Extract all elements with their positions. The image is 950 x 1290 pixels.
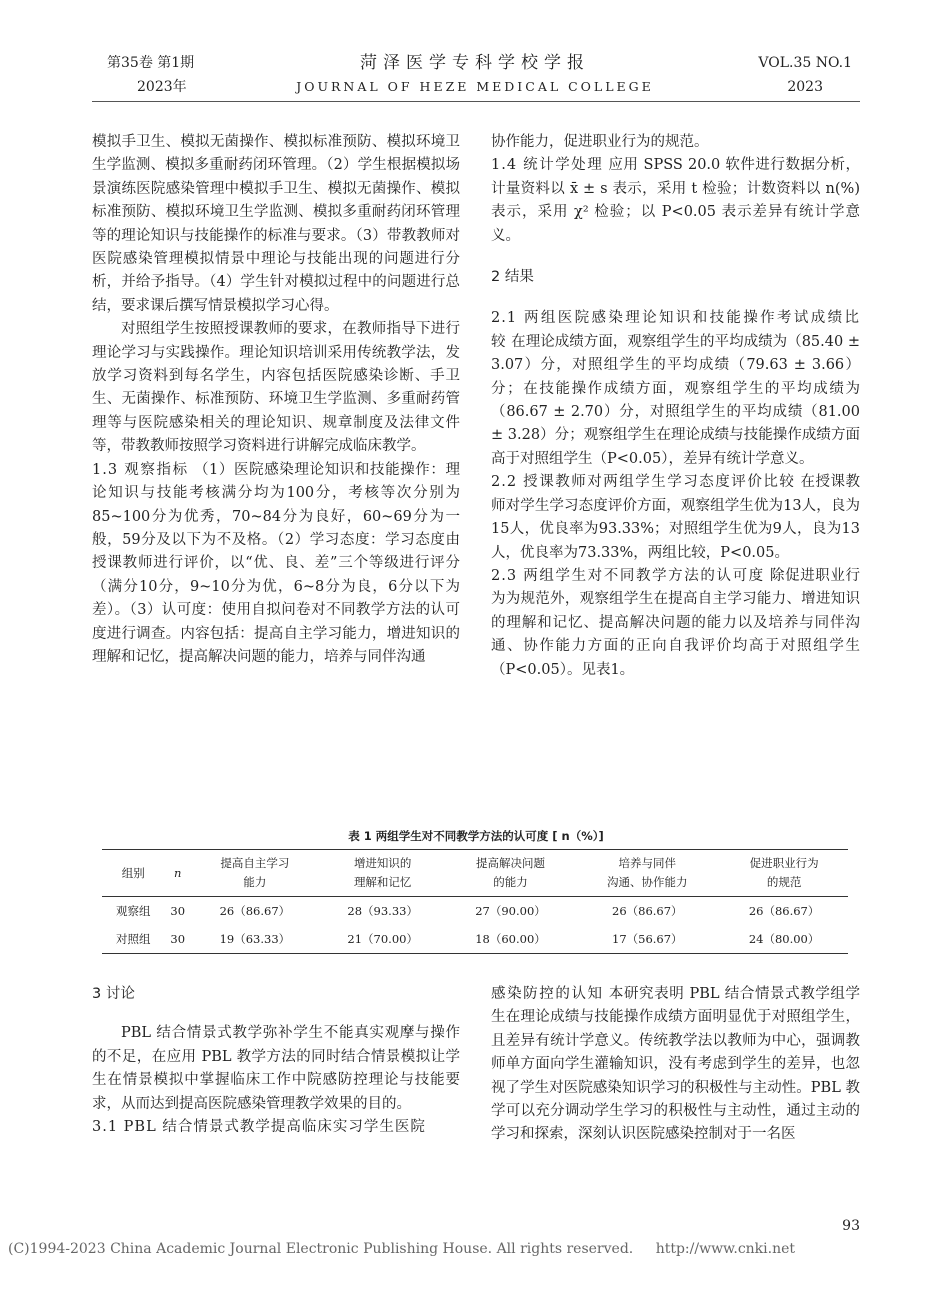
table-header-cell: n	[164, 850, 191, 897]
bottom-right-column	[491, 983, 860, 1147]
table-cell: 18（60.00）	[447, 925, 575, 954]
table-body	[102, 897, 848, 954]
paragraph: 2.3 两组学生对不同教学方法的认可度 除促进职业行为为规范外，观察组学生在提高自主学习能力、增进知识的理解和记忆、提高解决问题的能力以及培养与同伴沟通、协作能力方面的正向自我评价均高于对照组学生（P<0.05）。见表1。	[491, 567, 861, 678]
table-cell: 24（80.00）	[720, 925, 848, 954]
right-column	[491, 131, 860, 682]
paragraph: 2.2 授课教师对两组学生学习态度评价比较 在授课教师对学生学习态度评价方面，观察组学生优为13人，良为15人，优良率为93.33%；对照组学生优为9人，良为13人，优良率为73.33%，两组比较，P<0.05。	[491, 474, 861, 561]
section-heading: 2.1 两组医院感染理论知识和技能操作考试成绩比较	[491, 310, 860, 350]
paragraph: 1.3 观察指标 （1）医院感染理论知识和技能操作：理论知识与技能考核满分均为100分，考核等次分别为85~100分为优秀，70~84分为良好，60~69分为一般，59分及以下为不及格。（2）学习态度：学习态度由授课教师进行评价，以“优、良、差”三个等级进行评分（满分10分，9~10分为优，6~8分为良，6分以下为差）。（3）认可度：使用自拟问卷对不同教学方法的认可度进行调查。内容包括：提高自主学习能力，增进知识的理解和记忆，提高解决问题的能力，培养与同伴沟通	[92, 461, 460, 665]
data-table	[102, 849, 848, 954]
journal-title	[270, 51, 680, 99]
section-heading: 2.3 两组学生对不同教学方法的认可度	[491, 567, 765, 584]
table-header-cell: 增进知识的 理解和记忆	[319, 850, 447, 897]
left-column	[92, 131, 460, 669]
paragraph: 对照组学生按照授课教师的要求，在教师指导下进行理论学习与实践操作。理论知识培训采用传统教学法，发放学习资料到每名学生，内容包括医院感染诊断、手卫生、无菌操作、标准预防、环境卫生学监测、多重耐药管理等与医院感染相关的理论知识、规章制度及法律文件等，带教教师按照学习资料进行讲解完成临床教学。	[92, 321, 460, 455]
header-rule	[92, 101, 860, 102]
table-cell: 30	[170, 904, 186, 918]
table-cell: 26（86.67）	[219, 904, 291, 918]
section-heading: 2 结果	[491, 269, 534, 286]
bottom-left-column	[92, 983, 460, 1139]
section-heading: 3 讨论	[92, 986, 135, 1002]
paragraph: 协作能力，促进职业行为的规范。	[491, 134, 709, 150]
table-cell: 27（90.00）	[475, 904, 546, 918]
issue-year: 2023年	[137, 79, 187, 95]
paragraph: 1.4 统计学处理 应用 SPSS 20.0 软件进行数据分析，计量资料以 x̄ ± s 表示，采用 t 检验；计数资料以 n(%) 表示，采用 χ² 检验；以 P<0.05 表示差异有统计学意义。	[491, 157, 860, 244]
section-heading: 1.3 观察指标	[92, 461, 189, 478]
copyright-text: (C)1994-2023 China Academic Journal Electronic Publishing House. All rights reserved.	[8, 1241, 634, 1257]
table-cell: 对照组	[102, 925, 164, 954]
table-header-cell: 培养与同伴 沟通、协作能力	[574, 850, 720, 897]
table-cell: 26（86.67）	[748, 904, 820, 918]
paragraph: 模拟手卫生、模拟无菌操作、模拟标准预防、模拟环境卫生学监测、模拟多重耐药闭环管理。（2）学生根据模拟场景演练医院感染管理中模拟手卫生、模拟无菌操作、模拟标准预防、模拟环境卫生学监测、模拟多重耐药闭环管理等的理论知识与技能操作的标准与要求。（3）带教教师对医院感染管理模拟情景中理论与技能出现的问题进行分析，并给予指导。（4）学生针对模拟过程中的问题进行总结，要求课后撰写情景模拟学习心得。	[92, 134, 460, 314]
table-cell: 观察组	[115, 904, 151, 918]
table-cell: 28（93.33）	[347, 904, 418, 918]
table-cell: 30	[164, 925, 191, 954]
table-row	[102, 897, 848, 926]
paragraph: PBL 结合情景式教学弥补学生不能真实观摩与操作的不足，在应用 PBL 教学方法的同时结合情景模拟让学生在情景模拟中掌握临床工作中院感防控理论与技能要求，从而达到提高医院感染管理教学效果的目的。	[92, 1025, 460, 1112]
section-heading: 1.4 统计学处理	[491, 157, 604, 174]
footer	[8, 1241, 795, 1257]
table-cell: 26（86.67）	[612, 904, 683, 918]
table-cell: 19（63.33）	[191, 925, 319, 954]
table-header-row	[102, 850, 848, 897]
table-header-cell: 组别	[102, 850, 164, 897]
section-heading: 3.1 PBL 结合情景式教学提高临床实习学生医院	[92, 1119, 426, 1136]
section-heading: 2.2 授课教师对两组学生学习态度评价比较	[491, 474, 796, 491]
footer-url: http://www.cnki.net	[655, 1241, 796, 1257]
issue-info-en	[758, 51, 852, 99]
volume-issue-en: VOL.35 NO.1	[758, 55, 852, 71]
journal-title-cn: 菏泽医学专科学校学报	[360, 53, 590, 73]
section-heading: 感染防控的认知	[491, 986, 604, 1002]
table-row	[102, 925, 848, 954]
page-number: 93	[842, 1218, 860, 1234]
volume-issue: 第35卷 第1期	[107, 55, 195, 71]
issue-year-en: 2023	[787, 79, 823, 95]
journal-title-en: JOURNAL OF HEZE MEDICAL COLLEGE	[296, 79, 654, 94]
paragraph: 2.1 两组医院感染理论知识和技能操作考试成绩比较 在理论成绩方面，观察组学生的平均成绩为（85.40 ± 3.07）分，对照组学生的平均成绩（79.63 ± 3.66）分；在技能操作成绩方面，观察组学生的平均成绩为（86.67 ± 2.70）分，对照组学生的平均成绩（81.00 ± 3.28）分；观察组学生在理论成绩与技能操作成绩方面高于对照组学生（P<0.05），差异有统计学意义。	[491, 310, 860, 467]
paragraph: 感染防控的认知 本研究表明 PBL 结合情景式教学组学生在理论成绩与技能操作成绩方面明显优于对照组学生，且差异有统计学意义。传统教学法以教师为中心，强调教师单方面向学生灌输知识，没有考虑到学生的差异，也忽视了学生对医院感染知识学习的积极性与主动性。PBL 教学可以充分调动学生学习的积极性与主动性，通过主动的学习和探索，深刻认识医院感染控制对于一名医	[491, 986, 861, 1143]
table-cell: 17（56.67）	[574, 925, 720, 954]
table-caption: 表 1 两组学生对不同教学方法的认可度 [ n（%）]	[348, 829, 604, 843]
table-header-cell: 促进职业行为 的规范	[720, 850, 848, 897]
table-header-cell: 提高自主学习 能力	[191, 850, 319, 897]
table-cell: 21（70.00）	[319, 925, 447, 954]
table-header-cell: 提高解决问题 的能力	[447, 850, 575, 897]
issue-info	[107, 51, 237, 99]
